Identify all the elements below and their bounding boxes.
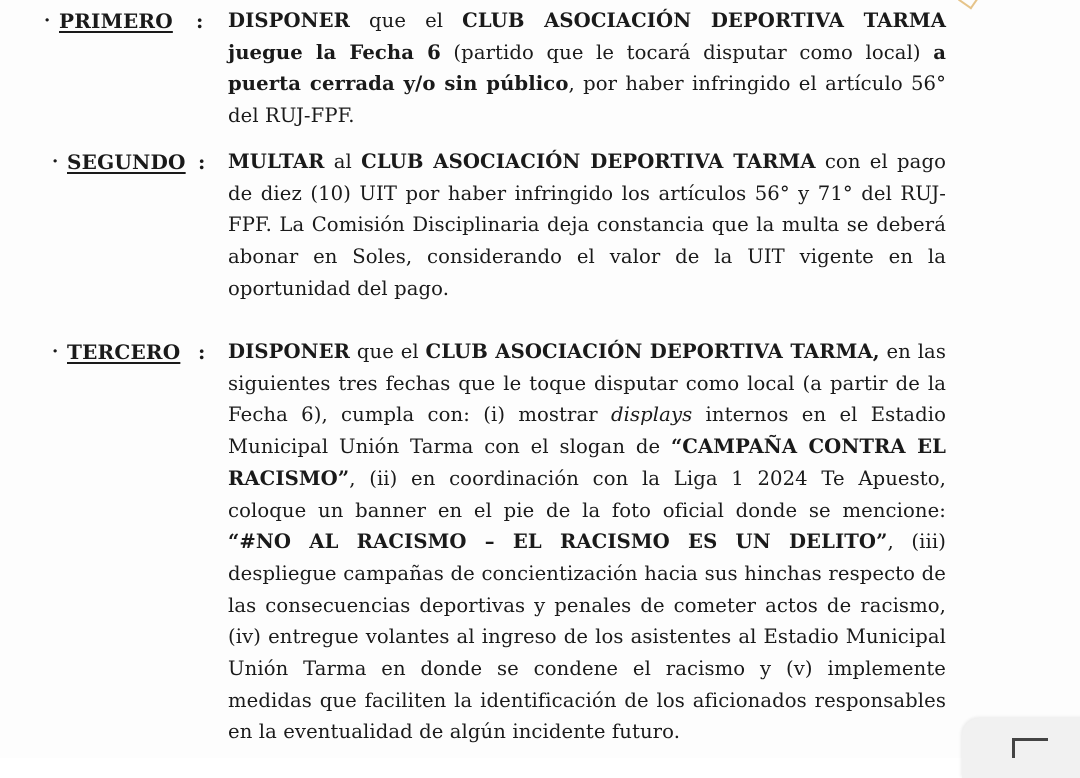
- item-colon: :: [196, 9, 204, 33]
- item-body: [228, 336, 946, 748]
- item-body: [228, 5, 946, 132]
- bold-text-run: DISPONER: [228, 9, 351, 32]
- item-label: PRIMERO: [59, 9, 173, 33]
- bullet-dot: ·: [52, 151, 59, 172]
- page-corner-widget[interactable]: [962, 718, 1080, 778]
- bold-text-run: “CAMPAÑA CONTRA EL RACISMO”: [228, 435, 946, 490]
- bold-text-run: CLUB ASOCIACIÓN DEPORTIVA TARMA: [361, 150, 816, 173]
- italic-text-run: displays: [611, 403, 693, 427]
- text-run: , (ii) en coordinación con la Liga 1 2024 Te Apuesto, coloque un banner en el pie de la foto oficial donde se mencione:: [228, 466, 946, 522]
- item-label: SEGUNDO: [67, 150, 186, 174]
- bold-text-run: a puerta cerrada y/o sin público: [228, 40, 946, 96]
- bold-text-run: DISPONER: [228, 340, 351, 363]
- text-run: , (iii) despliegue campañas de concientización hacia sus hinchas respecto de las consecuencias deportivas y penales de cometer actos de racismo, (iv) entregue volantes al ingreso de los asistentes al Estadio Municipal Unión Tarma en donde se condene el racismo y (v) implemente medidas que faciliten la identificación de los aficionados responsables en la eventualidad de algún incidente futuro.: [228, 530, 946, 744]
- text-run: , por haber infringido el artículo 56° del RUJ-FPF.: [228, 72, 947, 128]
- text-run: que el: [350, 9, 463, 32]
- item-colon: :: [198, 340, 206, 364]
- text-run: al: [324, 150, 362, 173]
- bold-text-run: CLUB ASOCIACIÓN DEPORTIVA TARMA,: [425, 340, 880, 363]
- item-body: [228, 146, 946, 305]
- text-run: internos en el Estadio Municipal Unión Tarma con el slogan de: [228, 403, 946, 459]
- text-run: que el: [350, 340, 426, 363]
- bold-text-run: CLUB ASOCIACIÓN DEPORTIVA TARMA juegue la Fecha 6: [228, 9, 946, 64]
- text-run: (partido que le tocará disputar como local): [440, 40, 934, 64]
- corner-icon: [1012, 738, 1048, 741]
- item-label: TERCERO: [67, 340, 181, 364]
- item-colon: :: [198, 150, 206, 174]
- text-run: en las siguientes tres fechas que le toque disputar como local (a partir de la Fecha 6), cumpla con: (i) mostrar: [228, 340, 946, 427]
- bullet-dot: ·: [44, 10, 51, 31]
- bullet-dot: ·: [52, 341, 59, 362]
- highlight-mark: [958, 0, 978, 10]
- bold-text-run: “#NO AL RACISMO – EL RACISMO ES UN DELITO”: [228, 530, 888, 554]
- text-run: con el pago de diez (10) UIT por haber infringido los artículos 56° y 71° del RUJ-FPF. La Comisión Disciplinaria deja constancia que la multa se deberá abonar en Soles, considerando el valor de la UIT vigente en la oportunidad del pago.: [228, 150, 947, 300]
- bold-text-run: MULTAR: [228, 150, 325, 173]
